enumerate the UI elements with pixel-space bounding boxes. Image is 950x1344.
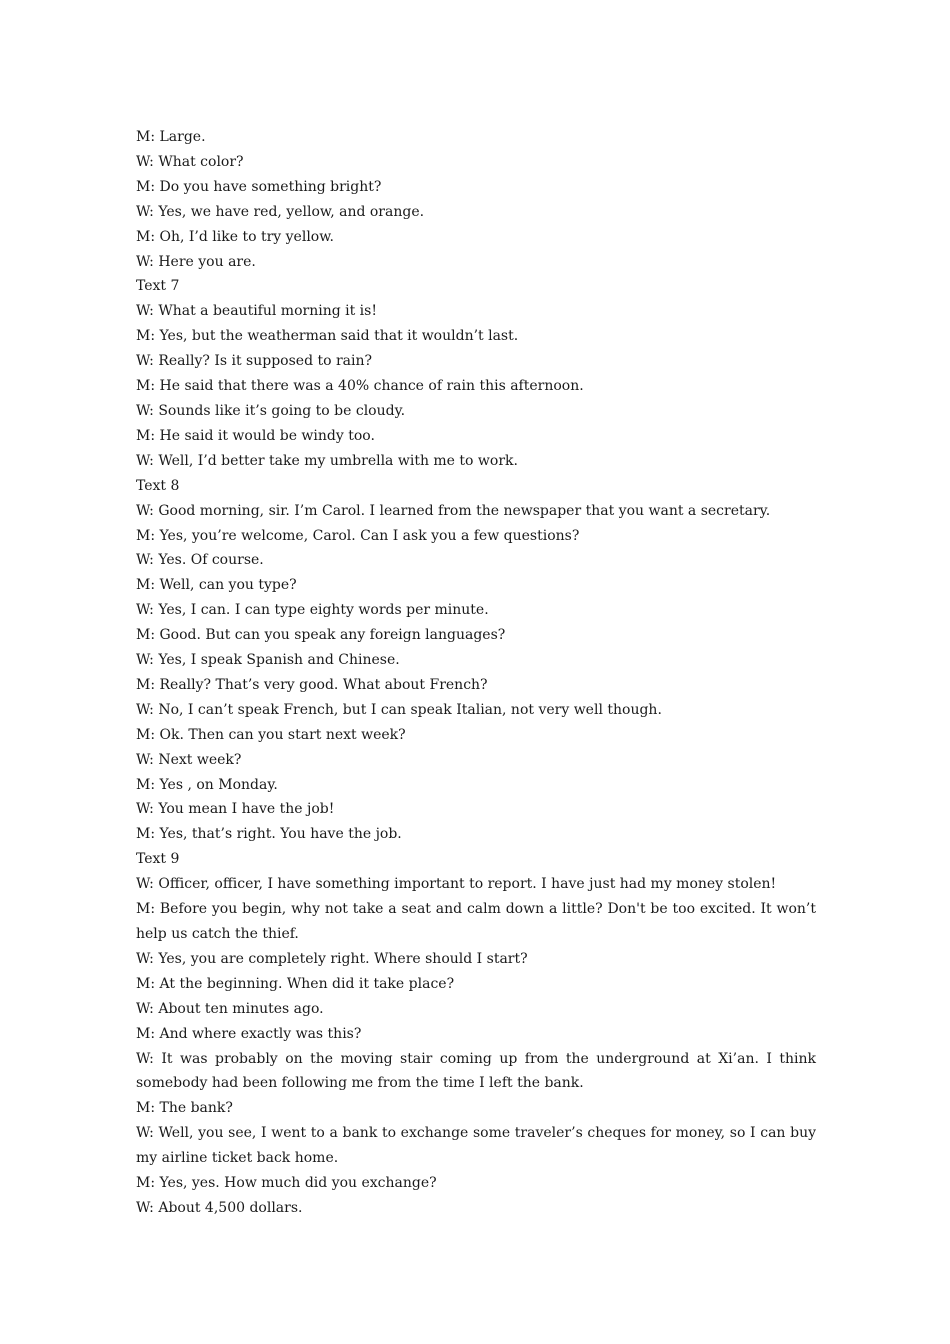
dialogue-line: W: Yes, I can. I can type eighty words per minute.: [136, 602, 489, 619]
dialogue-line: M: And where exactly was this?: [136, 1025, 362, 1042]
dialogue-line: M: Large.: [136, 129, 206, 145]
dialogue-line: W: You mean I have the job!: [136, 801, 335, 818]
dialogue-line: M: The bank?: [136, 1100, 233, 1117]
dialogue-line: W: Good morning, sir. I’m Carol. I learned from the newspaper that you want a secretary.: [136, 502, 771, 519]
dialogue-line: W: Well, you see, I went to a bank to exchange some traveler’s cheques for money, so I can buy my airline ticket back home.: [136, 1125, 816, 1167]
dialogue-line: M: Well, can you type?: [136, 577, 297, 594]
dialogue-line: M: Yes , on Monday.: [136, 776, 278, 793]
dialogue-line: M: At the beginning. When did it take place?: [136, 975, 455, 992]
dialogue-line: M: He said that there was a 40% chance of rain this afternoon.: [136, 378, 584, 395]
dialogue-line: W: It was probably on the moving stair coming up from the underground at Xi’an. I think somebody had been following me from the time I left the bank.: [136, 1050, 816, 1092]
dialogue-line: M: Really? That’s very good. What about French?: [136, 676, 488, 693]
dialogue-line: M: Good. But can you speak any foreign languages?: [136, 627, 506, 644]
dialogue-line: W: Yes, we have red, yellow, and orange.: [136, 203, 425, 220]
dialogue-line: W: Yes. Of course.: [136, 552, 264, 569]
dialogue-line: M: Yes, that’s right. You have the job.: [136, 826, 402, 843]
dialogue-line: M: Before you begin, why not take a seat and calm down a little? Don't be too excited. It won’t help us catch the thief.: [136, 901, 816, 942]
dialogue-line: W: What color?: [136, 153, 244, 170]
dialogue-line: M: Yes, you’re welcome, Carol. Can I ask you a few questions?: [136, 527, 580, 544]
dialogue-line: W: Officer, officer, I have something important to report. I have just had my money stolen!: [136, 876, 777, 893]
dialogue-line: W: About ten minutes ago.: [136, 1000, 324, 1017]
dialogue-line: W: About 4,500 dollars.: [136, 1199, 303, 1216]
dialogue-line: W: Really? Is it supposed to rain?: [136, 353, 373, 370]
dialogue-line: W: Here you are.: [136, 253, 256, 270]
dialogue-line: M: Yes, yes. How much did you exchange?: [136, 1175, 437, 1192]
section-heading-text-9: Text 9: [136, 851, 180, 868]
dialogue-line: M: Ok. Then can you start next week?: [136, 726, 406, 743]
dialogue-line: M: Yes, but the weatherman said that it wouldn’t last.: [136, 328, 519, 345]
dialogue-line: W: Next week?: [136, 751, 242, 768]
dialogue-line: W: Yes, you are completely right. Where should I start?: [136, 950, 528, 967]
dialogue-line: W: Yes, I speak Spanish and Chinese.: [136, 652, 400, 669]
dialogue-line: W: Sounds like it’s going to be cloudy.: [136, 402, 406, 419]
dialogue-line: M: Oh, I’d like to try yellow.: [136, 228, 334, 245]
dialogue-line: M: Do you have something bright?: [136, 178, 382, 195]
dialogue-transcript: [136, 125, 816, 1221]
section-heading-text-7: Text 7: [136, 278, 180, 295]
dialogue-line: W: What a beautiful morning it is!: [136, 303, 377, 320]
section-heading-text-8: Text 8: [136, 477, 180, 494]
dialogue-line: W: Well, I’d better take my umbrella with me to work.: [136, 452, 518, 469]
dialogue-line: M: He said it would be windy too.: [136, 427, 375, 444]
dialogue-line: W: No, I can’t speak French, but I can speak Italian, not very well though.: [136, 701, 662, 718]
